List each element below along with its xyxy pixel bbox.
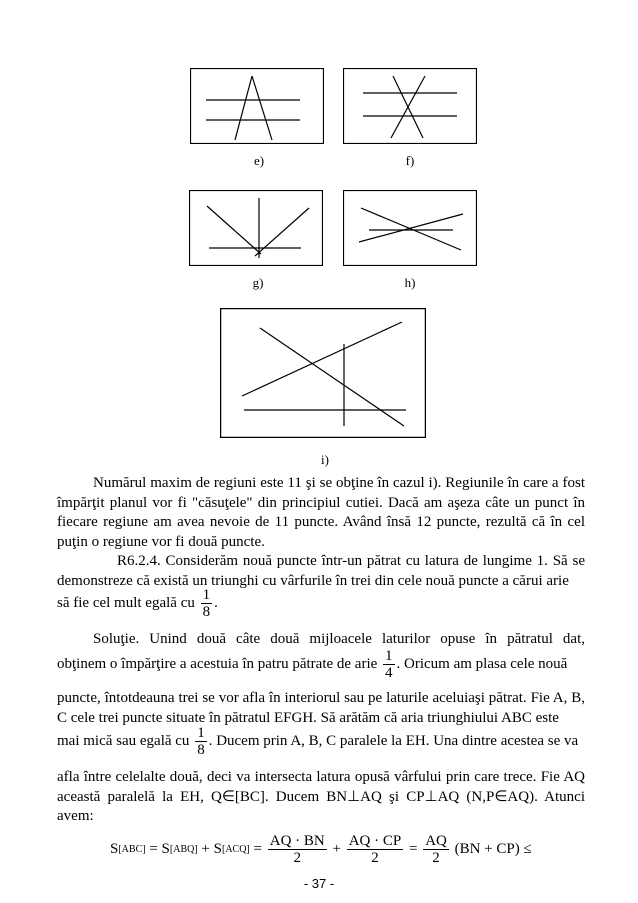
fraction-denominator: 8 [202, 604, 211, 620]
fraction-one-eighth [195, 725, 207, 758]
solution-line-1: Soluţie. Unind două câte două mijloacele laturilor opuse în pătratul dat, [93, 631, 585, 647]
figure-f [343, 68, 477, 144]
fraction-denominator: 8 [197, 742, 205, 758]
fraction-numerator: AQ · CP [348, 833, 402, 849]
formula-eq: = [149, 841, 158, 857]
figure-e-caption: e) [253, 153, 265, 168]
formula-eq: = [408, 841, 418, 857]
fraction-denominator: 2 [371, 850, 379, 866]
figure-h-caption: h) [404, 275, 416, 290]
fraction-denominator: 2 [293, 850, 301, 866]
problem-statement: R6.2.4. Considerăm nouă puncte într-un pătrat cu latura de lungime 1. Să se demonstreze că există un triunghi cu vârfurile în trei din cele nouă puncte a cărui arie [57, 553, 585, 589]
paragraph-conclusion: Numărul maxim de regiuni este 11 şi se obţine în cazul i). Regiunile în care a fost împărţit planul vor fi "căsuţele" din principiul cutiei. Dacă am aşeza câte un punct în fiecare regiune am avea nevoie de 11 puncte. Având însă 12 puncte, rezultă că în cel puţin o regiune vor fi două puncte. [57, 475, 585, 550]
figure-i-caption: i) [321, 452, 329, 467]
problem-tail-period: . [214, 594, 218, 611]
figure-h [343, 190, 477, 266]
fraction-denominator: 4 [385, 665, 393, 681]
formula-fraction-aq [423, 833, 449, 866]
solution-fraction-line [57, 725, 578, 758]
formula-plus: + [201, 841, 210, 857]
figure-i [220, 308, 426, 438]
solution-line-2-after: . Oricum am plasa cele nouă [396, 655, 568, 672]
solution-fraction-line-text: mai mică sau egală cu [57, 732, 190, 749]
fraction-numerator: AQ [425, 833, 447, 849]
figure-e [190, 68, 324, 144]
solution-middle: puncte, întotdeauna trei se vor afla în interiorul sau pe laturile aceluiaşi pătrat. Fie A, B, C cele trei puncte situate în pătratul EFGH. Să arătăm că aria triunghiului ABC este [57, 690, 585, 726]
formula-s-acq: S[ACQ] [213, 841, 250, 858]
solution-end: afla între celelalte două, deci va intersecta latura opusă vârfului prin care trece. Fie AQ această paralelă la EH, Q∈[BC]. Ducem BN⊥AQ şi CP⊥AQ (N,P∈AQ). Atunci avem: [57, 769, 585, 824]
area-formula [110, 833, 532, 866]
figure-g [189, 190, 323, 266]
page-number: - 37 - [303, 876, 335, 891]
solution-line-2-text: obţinem o împărţire a acestuia în patru pătrate de arie [57, 655, 378, 672]
figure-g-caption: g) [252, 275, 264, 290]
fraction-one-eighth [201, 587, 213, 620]
fraction-denominator: 2 [432, 850, 440, 866]
fraction-numerator: 1 [202, 587, 211, 603]
fraction-one-quarter [383, 648, 395, 681]
formula-eq: = [253, 841, 262, 857]
fraction-numerator: AQ · BN [269, 833, 325, 849]
solution-fraction-line-after: . Ducem prin A, B, C paralele la EH. Una dintre acestea se va [208, 732, 579, 749]
formula-s-abc: S[ABC] [110, 841, 146, 858]
formula-tail: (BN + CP) ≤ [454, 841, 532, 857]
problem-tail-text: să fie cel mult egală cu [57, 594, 195, 611]
fraction-numerator: 1 [385, 648, 393, 664]
formula-fraction-aq-bn [268, 833, 327, 866]
solution-line-2 [57, 648, 567, 681]
formula-s-abq: S[ABQ] [161, 841, 198, 858]
formula-plus: + [332, 841, 341, 857]
problem-statement-tail [57, 587, 218, 620]
formula-fraction-aq-cp [347, 833, 404, 866]
figure-f-caption: f) [405, 153, 415, 168]
fraction-numerator: 1 [197, 725, 205, 741]
